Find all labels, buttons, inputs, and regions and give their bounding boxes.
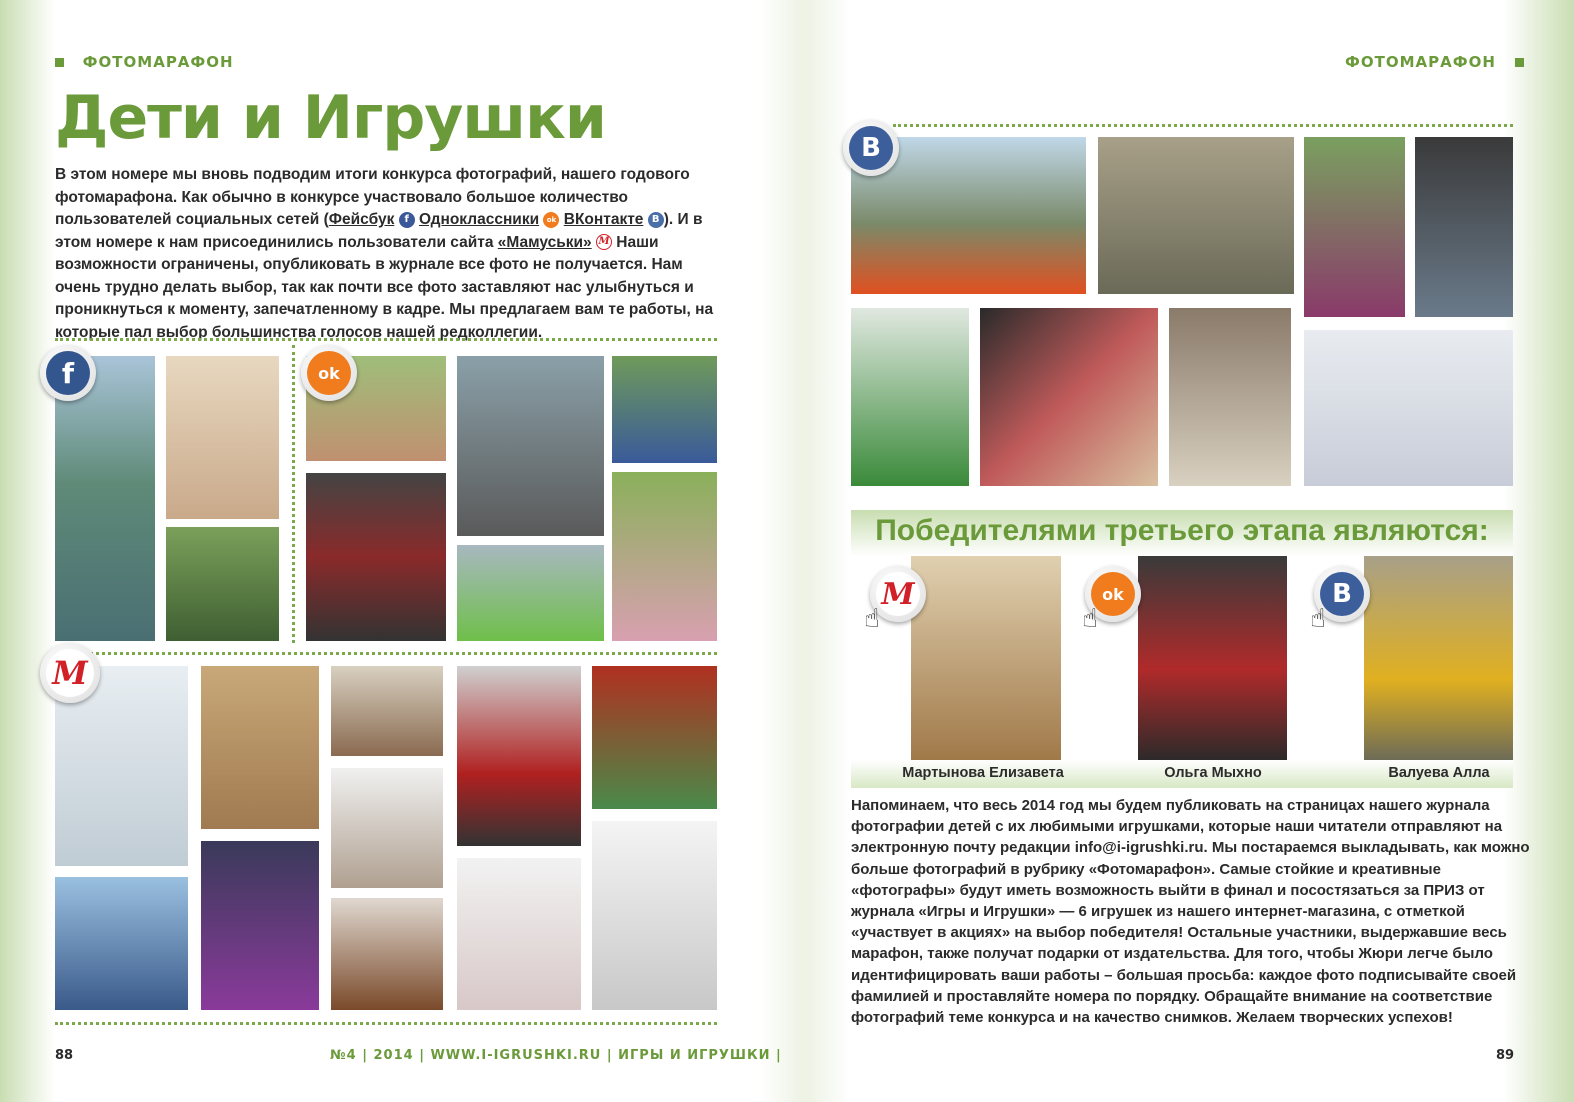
winner-name: Валуева Алла [1388,765,1490,781]
footer-issue-line: №4 | 2014 | WWW.I-IGRUSHKI.RU | ИГРЫ И ИГРУШКИ | [330,1048,782,1063]
odnoklassniki-badge [301,345,357,401]
page-edge-left [0,0,55,1102]
photo [980,308,1158,486]
intro-paragraph [55,164,715,344]
odnoklassniki-icon: ok [543,212,559,228]
photo [201,666,319,829]
photo [592,666,717,809]
intro-text-2: ). И в этом номере к нам присоединились пользователи сайта [55,211,703,251]
dotted-divider [55,1022,717,1025]
photo [331,898,443,1010]
mamuski-icon: M [876,572,920,616]
dotted-divider [55,652,717,655]
photo [612,356,717,463]
facebook-icon: f [399,212,415,228]
intro-text-1: В этом номере мы вновь подводим итоги конкурса фотографий, нашего годового фотомарафона. Как обычно в конкурсе участвовало большое количество пользователей социальных сетей ( [55,166,690,228]
photo [331,768,443,888]
section-label-right [1345,53,1524,71]
photo [612,472,717,641]
mamuski-icon: M [46,649,94,697]
dotted-divider [55,338,717,341]
odnoklassniki-icon: ok [307,351,351,395]
photo [55,877,188,1010]
photo [1169,308,1291,486]
winner-photo [911,556,1061,762]
facebook-badge [40,345,96,401]
photo [331,666,443,756]
photo [306,473,446,641]
winner-name: Ольга Мыхно [1164,765,1262,781]
link-facebook[interactable]: Фейсбук [328,211,395,228]
mamuski-badge [40,643,100,703]
photo [1304,137,1405,317]
winner-photo [1364,556,1513,762]
vkontakte-badge [843,120,899,176]
link-vkontakte[interactable]: ВКонтакте [563,211,644,228]
winners-title: Победителями третьего этапа являются: [875,514,1489,547]
photo [457,666,581,846]
section-label-left [55,53,234,71]
section-square-icon [55,58,64,67]
hand-cursor-icon: ☝ [1310,604,1326,634]
winner-name: Мартынова Елизавета [902,765,1064,781]
section-label-left-text: ФОТОМАРАФОН [82,53,234,71]
link-mamuski[interactable]: «Мамуськи» [497,233,592,251]
section-square-icon [1515,58,1524,67]
facebook-icon: f [46,351,90,395]
photo [1304,330,1513,486]
dotted-divider-vertical [292,345,295,643]
dotted-divider [893,124,1513,127]
vkontakte-icon: B [1320,572,1364,616]
page-title: Дети и Игрушки [55,83,606,153]
photo [457,858,581,1010]
page-number-left: 88 [55,1048,74,1063]
photo [457,545,604,641]
odnoklassniki-icon: ok [1091,572,1135,616]
photo [201,841,319,1010]
section-label-right-text: ФОТОМАРАФОН [1345,53,1496,71]
intro-text-3: Наши возможности ограничены, опубликовать в журнале все фото не получается. Нам очень трудно делать выбор, так как почти все фото заставляют нас улыбнуться и проникнуться к моменту, запечатленному в кадре. Мы предлагаем вам те работы, на которые пал выбор большинства голосов нашей редколлегии. [55,233,714,341]
photo [1415,137,1513,317]
outro-paragraph: Напоминаем, что весь 2014 год мы будем публиковать на страницах нашего журнала фотографии детей с их любимыми игрушками, которые наши читатели отправляют на электронную почту редакции info@i-igrushki.ru. Мы постараемся выкладывать, как можно больше фотографий в рубрику «Фотомарафон». Самые стойкие и креативные «фотографы» будут иметь возможность выйти в финал и посостязаться за ПРИЗ от журнала «Игры и Игрушки» — 6 игрушек из нашего интернет-магазина, с отметкой «участвует в акциях» на выбор победителя! Остальные участники, выдержавшие весь марафон, также получат подарки от издательства. Для того, чтобы Жюри легче было идентифицировать ваши работы – большая просьба: каждое фото подписывайте своей фамилией и проставляйте номера по порядку. Обращайте внимание на соответствие фотографий теме конкурса и на качество снимков. Желаем творческих успехов! [851,797,1530,1027]
photo [851,308,969,486]
mamuski-icon: M [596,234,612,250]
link-odnoklassniki[interactable]: Одноклассники [418,211,540,228]
spread-gutter [760,0,850,1102]
vkontakte-icon: B [849,126,893,170]
photo [1098,137,1294,294]
hand-cursor-icon: ☝ [864,604,880,634]
photo [457,356,604,536]
vkontakte-icon: B [648,212,664,228]
page-number-right: 89 [1496,1048,1515,1063]
photo [166,356,279,519]
hand-cursor-icon: ☝ [1082,604,1098,634]
winner-photo [1138,556,1287,762]
photo [592,821,717,1010]
photo [166,527,279,641]
